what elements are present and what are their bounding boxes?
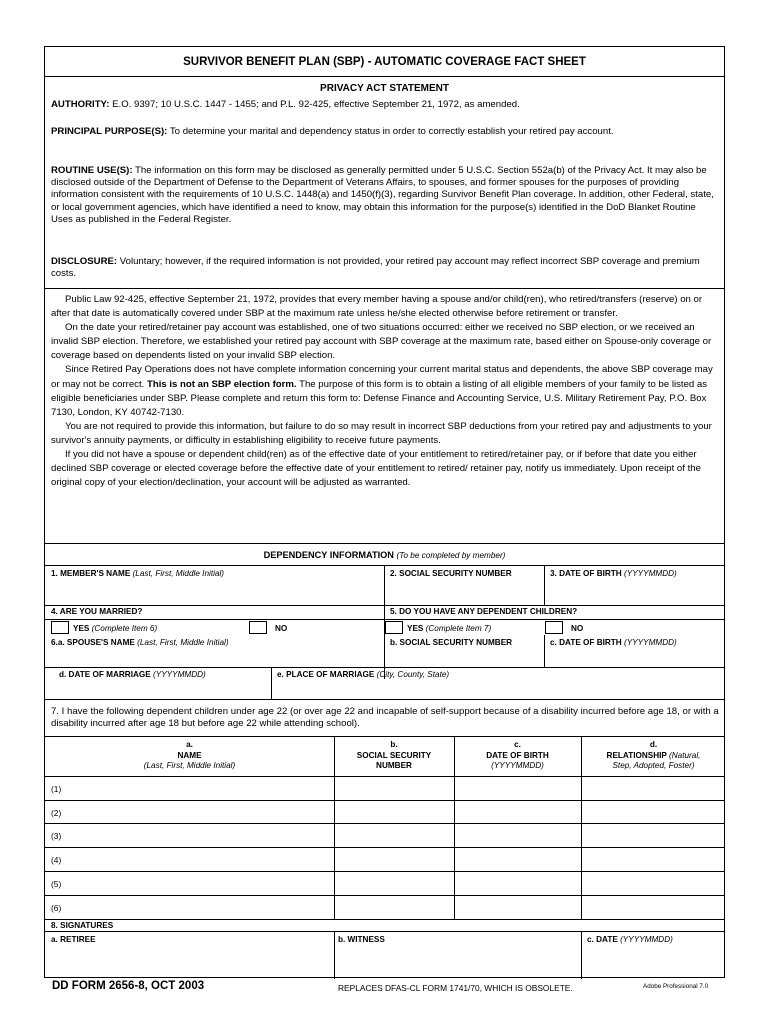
member-dob-label: 3. DATE OF BIRTH: [550, 569, 622, 578]
married-no-checkbox[interactable]: [249, 621, 267, 634]
marriage-date-field[interactable]: [59, 670, 206, 679]
marriage-date-hint: (YYYYMMDD): [153, 670, 206, 679]
form-number: DD FORM 2656-8, OCT 2003: [52, 980, 205, 992]
children-yes-label: YES: [407, 624, 424, 633]
child-row-3[interactable]: (3): [51, 831, 62, 841]
divider: [45, 847, 724, 848]
divider: [334, 931, 335, 979]
col-d-hint-1: (Natural,: [669, 750, 701, 760]
divider: [45, 76, 724, 77]
dependency-heading-note: (To be completed by member): [396, 551, 506, 560]
authority-text: E.O. 9397; 10 U.S.C. 1447 - 1455; and P.L. 92-425, effective September 21, 1972, as amended.: [112, 99, 520, 110]
child-row-2[interactable]: (2): [51, 808, 62, 818]
routine-use-text: The information on this form may be disclosed as generally permitted under 5 U.S.C. Section 552a(b) of the Privacy Act. It may also be disclosed outside of the Department of Defense to the Department of Veterans Affairs, to spouses, and former spouses for the purposes of providing information consistent with the requirements of 10 U.S.C. 1448(a) and 1450(f)(3), regarding Survivor Benefit Plan coverage. In addition, other Federal, state, or local government agencies, which have identified a need to know, may obtain this information for the purpose(s) identified in the DoD Blanket Routine Uses as published in the Federal Register.: [51, 165, 714, 225]
married-no-label: NO: [275, 624, 288, 633]
member-name-field[interactable]: [51, 569, 224, 578]
divider: [45, 919, 724, 920]
retiree-signature-field[interactable]: a. RETIREE: [51, 935, 96, 944]
divider: [45, 871, 724, 872]
signature-date-field[interactable]: [587, 935, 673, 944]
col-d-hint-2: Step, Adopted, Foster): [612, 761, 695, 770]
divider: [384, 565, 385, 605]
authority-paragraph: [51, 99, 719, 111]
body-paragraph-5: If you did not have a spouse or dependent child(ren) as of the effective date of your entitlement to retired/retainer pay, or if before that date you either declined SBP coverage or elected coverage before the effective date of your entitlement to retired/ retainer pay, notify us immediately. Upon receipt of the original copy of your election/declination, your account will be adjusted as warranted.: [51, 449, 701, 489]
disclosure-paragraph: [51, 256, 719, 280]
col-d-title-text: RELATIONSHIP: [606, 750, 667, 760]
col-a-letter: a.: [186, 740, 193, 749]
body-paragraph-1: Public Law 92-425, effective September 21, 1972, provides that every member having a spouse and/or child(ren), who retired/transfers (reserve) on or after that date is automatically covered under SBP at the maximum rate unless he/she elected otherwise before retirement or transfer.: [51, 294, 703, 320]
col-b-title-1: SOCIAL SECURITY: [356, 750, 432, 760]
privacy-act-heading: PRIVACY ACT STATEMENT: [320, 83, 449, 94]
signatures-heading: 8. SIGNATURES: [51, 921, 114, 930]
col-b-letter: b.: [390, 740, 398, 749]
married-yes-option: [73, 624, 157, 633]
divider: [45, 699, 724, 700]
col-d-letter: d.: [649, 740, 658, 749]
disclosure-label: DISCLOSURE:: [51, 256, 118, 267]
children-no-label: NO: [571, 624, 584, 633]
marriage-place-hint: (City, County, State): [376, 670, 450, 679]
authority-label: AUTHORITY:: [51, 99, 110, 110]
col-c-title: DATE OF BIRTH: [486, 750, 549, 760]
divider: [271, 667, 272, 699]
member-dob-field[interactable]: [550, 569, 677, 578]
divider: [454, 736, 455, 919]
software-version: Adobe Professional 7.0: [643, 983, 709, 990]
member-ssn-field[interactable]: 2. SOCIAL SECURITY NUMBER: [390, 569, 512, 578]
body-paragraph-4: You are not required to provide this information, but failure to do so may result in incorrect SBP deductions from your retired pay and adjustments to your survivor's annuity payments, or difficulty in establishing eligibility to receive future payments.: [51, 420, 712, 446]
married-question: 4. ARE YOU MARRIED?: [51, 607, 143, 616]
purpose-text: To determine your marital and dependency status in order to correctly establish your retired pay account.: [169, 126, 614, 137]
member-name-label: 1. MEMBER'S NAME: [51, 569, 131, 578]
divider: [45, 667, 724, 668]
dependency-heading: [45, 550, 724, 560]
purpose-label: PRINCIPAL PURPOSE(S):: [51, 126, 168, 137]
divider: [45, 776, 724, 777]
purpose-paragraph: [51, 126, 719, 138]
divider: [45, 543, 724, 544]
col-dob-header: [454, 740, 581, 772]
divider: [45, 823, 724, 824]
divider: [544, 565, 545, 605]
children-yes-checkbox[interactable]: [385, 621, 403, 634]
spouse-dob-hint: (YYYYMMDD): [624, 638, 677, 647]
dependency-heading-text: DEPENDENCY INFORMATION: [263, 550, 394, 560]
divider: [45, 619, 724, 620]
dependent-children-statement: 7. I have the following dependent children under age 22 (or over age 22 and incapable of self-support because of a disability incurred before age 18, or with a disability incurred after age 18 but before age 22 while attending school).: [51, 706, 719, 730]
child-row-5[interactable]: (5): [51, 879, 62, 889]
divider: [45, 288, 724, 289]
col-c-letter: c.: [514, 740, 521, 749]
divider: [544, 635, 545, 667]
col-ssn-header: [334, 740, 454, 772]
body-paragraph-3-end: The purpose of this form is to obtain a listing of all eligible members of your family to be listed as eligible beneficiaries under SBP. Please complete and return this form to: Defense Finance and Accounting Service, U.S. Military Retirement Pay, P.O. Box 7130, London, KY 40742-7130.: [51, 378, 708, 418]
divider: [581, 931, 582, 979]
marriage-date-label: d. DATE OF MARRIAGE: [59, 670, 151, 679]
spouse-name-hint: (Last, First, Middle Initial): [137, 638, 229, 647]
disclosure-text: Voluntary; however, if the required information is not provided, your retired pay account may reflect incorrect SBP coverage and premium costs.: [51, 256, 700, 280]
col-relationship-header: [581, 740, 726, 772]
witness-signature-field[interactable]: b. WITNESS: [338, 935, 385, 944]
signature-date-label: c. DATE: [587, 935, 618, 944]
col-a-title: NAME: [177, 750, 202, 760]
fact-sheet-body: [51, 293, 719, 490]
child-row-4[interactable]: (4): [51, 855, 62, 865]
divider: [45, 736, 724, 737]
col-c-hint: (YYYYMMDD): [491, 761, 544, 770]
sbp-fact-sheet-form: [44, 46, 725, 978]
member-name-hint: (Last, First, Middle Initial): [132, 569, 225, 578]
children-yes-hint: (Complete Item 7): [425, 624, 492, 633]
divider: [45, 931, 724, 932]
marriage-place-label: e. PLACE OF MARRIAGE: [277, 670, 375, 679]
routine-use-label: ROUTINE USE(S):: [51, 165, 133, 176]
divider: [334, 736, 335, 919]
spouse-dob-label: c. DATE OF BIRTH: [550, 638, 622, 647]
col-a-hint: (Last, First, Middle Initial): [143, 761, 236, 770]
body-paragraph-3: [51, 363, 719, 419]
children-no-checkbox[interactable]: [545, 621, 563, 634]
spouse-name-field[interactable]: [51, 638, 229, 647]
divider: [581, 736, 582, 919]
married-yes-label: YES: [73, 624, 90, 633]
marriage-place-field[interactable]: [277, 670, 449, 679]
divider: [45, 895, 724, 896]
body-paragraph-2: On the date your retired/retainer pay account was established, one of two situations occurred: either we received no SBP election, or we received an invalid SBP election. Therefore, we established your retired pay account with SBP coverage at the maximum rate, based either on Spouse-only coverage or coverage based on dependents listed on your invalid SBP election.: [51, 322, 712, 362]
col-name-header: [45, 740, 334, 772]
form-title: SURVIVOR BENEFIT PLAN (SBP) - AUTOMATIC COVERAGE FACT SHEET: [183, 56, 586, 68]
col-b-title-2: NUMBER: [376, 761, 412, 770]
child-row-6[interactable]: (6): [51, 903, 62, 913]
spouse-dob-field[interactable]: [550, 638, 677, 647]
spouse-ssn-field[interactable]: b. SOCIAL SECURITY NUMBER: [390, 638, 513, 647]
child-row-1[interactable]: (1): [51, 784, 62, 794]
col-d-title: [581, 751, 726, 762]
routine-use-paragraph: [51, 165, 719, 226]
replaces-notice: REPLACES DFAS-CL FORM 1741/70, WHICH IS OBSOLETE.: [338, 983, 573, 993]
married-yes-hint: (Complete Item 6): [91, 624, 158, 633]
married-yes-checkbox[interactable]: [51, 621, 69, 634]
children-question: 5. DO YOU HAVE ANY DEPENDENT CHILDREN?: [390, 607, 578, 616]
spouse-name-label: 6.a. SPOUSE'S NAME: [51, 638, 135, 647]
divider: [45, 800, 724, 801]
member-dob-hint: (YYYYMMDD): [624, 569, 677, 578]
signature-date-hint: (YYYYMMDD): [620, 935, 673, 944]
children-yes-option: [407, 624, 491, 633]
body-paragraph-3-start: Since Retired Pay Operations does not have complete information concerning your current marital status and dependents, the above SBP coverage may or may not be correct.: [51, 364, 713, 390]
not-election-form-notice: This is not an SBP election form.: [146, 378, 297, 390]
